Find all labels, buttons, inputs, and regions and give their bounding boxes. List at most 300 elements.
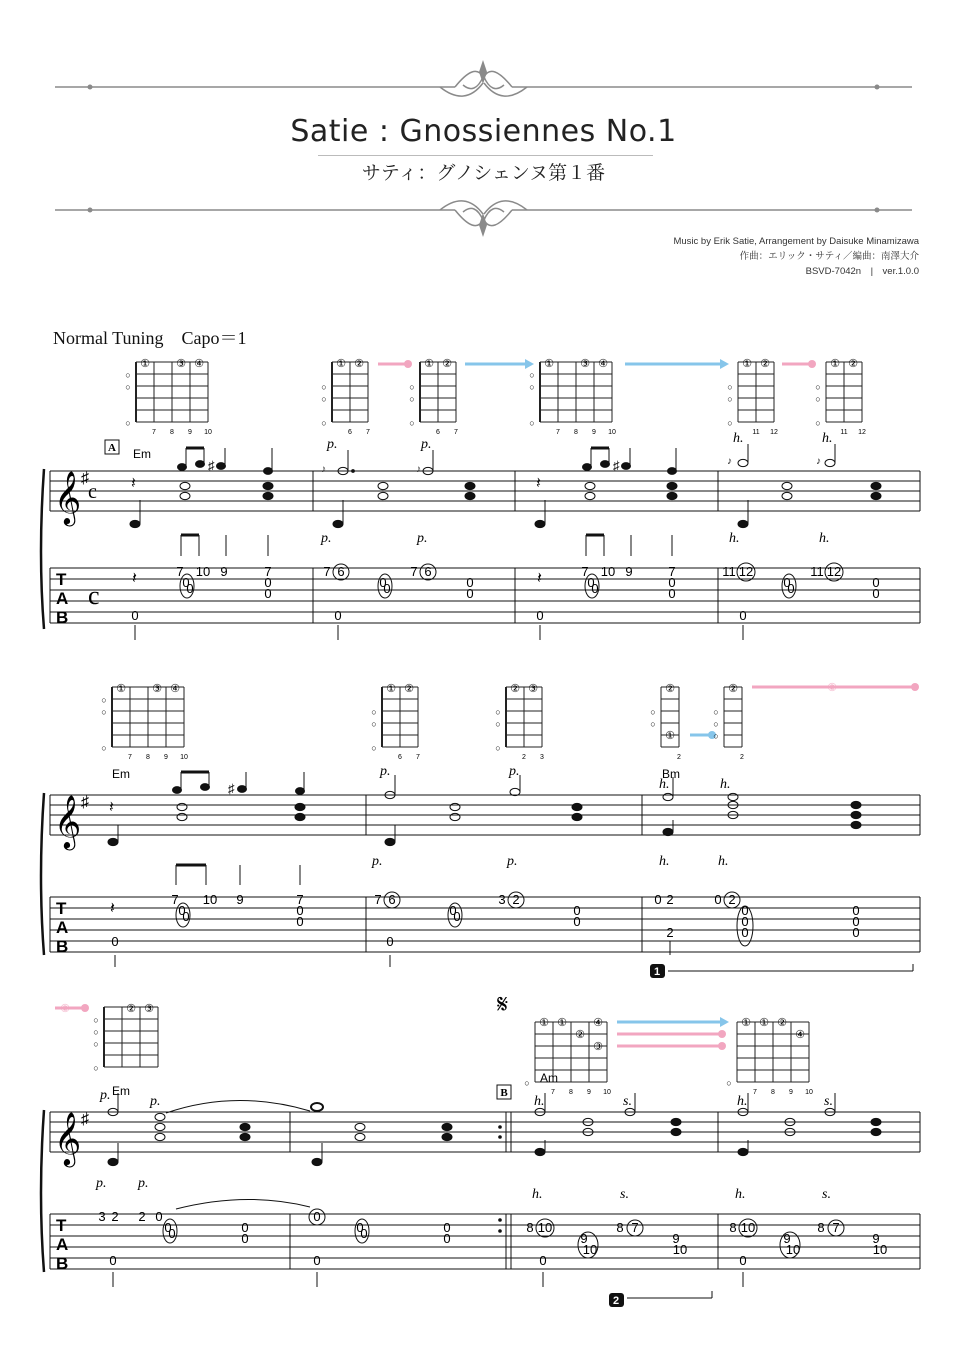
system-3	[0, 995, 967, 1325]
svg-text:①: ①	[742, 358, 752, 370]
svg-text:④: ④	[170, 683, 180, 695]
svg-text:0: 0	[241, 1220, 249, 1235]
svg-text:3: 3	[98, 1209, 106, 1224]
chord-diagram	[529, 358, 616, 436]
notes-measure-4	[727, 444, 881, 528]
svg-text:③: ③	[152, 683, 162, 695]
svg-text:7: 7	[176, 564, 184, 579]
svg-text:0: 0	[741, 903, 749, 918]
svg-text:𝄽: 𝄽	[110, 900, 115, 917]
svg-text:0: 0	[739, 608, 747, 623]
svg-text:2: 2	[740, 754, 744, 761]
svg-text:1: 1	[653, 966, 661, 978]
svg-text:②: ②	[575, 1029, 585, 1041]
svg-text:②: ②	[510, 683, 520, 695]
svg-text:②: ②	[60, 1003, 70, 1015]
treble-clef: 𝄞	[54, 472, 82, 523]
rehearsal-letter: A	[108, 442, 116, 454]
segno-sign: 𝄋	[497, 995, 509, 1019]
svg-text:②: ②	[728, 683, 738, 695]
svg-text:B: B	[56, 608, 69, 627]
svg-text:2: 2	[612, 1295, 620, 1307]
svg-text:○: ○	[524, 1078, 530, 1088]
svg-text:♪: ♪	[727, 456, 732, 467]
svg-text:s.: s.	[623, 1094, 632, 1109]
svg-text:9: 9	[188, 429, 192, 436]
svg-text:7: 7	[753, 1089, 757, 1096]
svg-text:𝄽: 𝄽	[537, 570, 542, 587]
svg-text:○: ○	[713, 719, 719, 729]
svg-text:s.: s.	[822, 1187, 831, 1202]
slide-arrows	[617, 1017, 729, 1050]
svg-text:③: ③	[528, 683, 538, 695]
svg-text:○: ○	[815, 394, 821, 404]
svg-text:9: 9	[220, 564, 228, 579]
svg-text:7: 7	[410, 564, 418, 579]
svg-text:9: 9	[592, 429, 596, 436]
svg-text:○: ○	[815, 382, 821, 392]
svg-text:○: ○	[650, 719, 656, 729]
chord-symbol: Em	[133, 447, 151, 461]
svg-text:B: B	[500, 1087, 508, 1099]
svg-text:B: B	[56, 937, 69, 956]
catalog-number: BSVD-7042n | ver.1.0.0	[805, 266, 919, 277]
chord-diagram	[409, 358, 458, 436]
svg-text:0: 0	[443, 1220, 451, 1235]
svg-text:○: ○	[125, 370, 131, 380]
svg-text:○: ○	[529, 382, 535, 392]
svg-text:0: 0	[654, 892, 662, 907]
svg-text:p.: p.	[509, 764, 520, 779]
svg-text:10: 10	[582, 1242, 598, 1257]
svg-text:0: 0	[443, 1231, 451, 1246]
svg-text:③: ③	[176, 358, 186, 370]
svg-text:11: 11	[722, 564, 736, 579]
svg-text:○: ○	[495, 707, 501, 717]
chord-diagram	[727, 358, 778, 436]
svg-text:④: ④	[593, 1017, 603, 1029]
svg-text:0: 0	[264, 575, 272, 590]
svg-text:①: ①	[424, 358, 434, 370]
svg-text:9: 9	[236, 892, 244, 907]
svg-text:0: 0	[466, 575, 474, 590]
svg-text:0: 0	[783, 575, 791, 590]
svg-text:○: ○	[93, 1015, 99, 1025]
svg-text:○: ○	[371, 707, 377, 717]
svg-text:♪: ♪	[416, 464, 421, 475]
standard-staff	[50, 471, 920, 511]
svg-text:0: 0	[587, 575, 595, 590]
svg-text:○: ○	[101, 707, 107, 717]
svg-text:p.: p.	[100, 1088, 111, 1103]
svg-text:0: 0	[356, 1220, 364, 1235]
svg-text:②: ②	[404, 683, 414, 695]
svg-text:7: 7	[556, 429, 560, 436]
chord-symbol: Bm	[662, 767, 680, 781]
svg-text:3: 3	[540, 754, 544, 761]
svg-text:h.: h.	[720, 777, 731, 792]
svg-text:♪: ♪	[321, 464, 326, 475]
svg-text:○: ○	[371, 719, 377, 729]
svg-text:10: 10	[204, 429, 212, 436]
svg-text:T: T	[56, 570, 67, 589]
svg-text:0: 0	[264, 586, 272, 601]
svg-text:𝄽: 𝄽	[536, 475, 541, 492]
svg-text:0: 0	[182, 575, 190, 590]
svg-text:0: 0	[313, 1209, 321, 1224]
svg-text:h.: h.	[532, 1187, 543, 1202]
svg-text:10: 10	[202, 892, 218, 907]
svg-text:6: 6	[337, 564, 345, 579]
svg-text:0: 0	[182, 909, 190, 924]
svg-text:7: 7	[366, 429, 370, 436]
svg-text:0: 0	[296, 903, 304, 918]
svg-text:♯: ♯	[81, 794, 89, 811]
notes-measure-2	[321, 450, 475, 528]
svg-text:0: 0	[386, 934, 394, 949]
treble-clef: 𝄞	[54, 1113, 82, 1164]
svg-text:○: ○	[93, 1039, 99, 1049]
svg-text:0: 0	[131, 608, 139, 623]
svg-text:9: 9	[783, 1231, 791, 1246]
svg-text:○: ○	[727, 418, 733, 428]
svg-text:7: 7	[416, 754, 420, 761]
svg-text:0: 0	[313, 1253, 321, 1268]
svg-text:A: A	[56, 1235, 69, 1254]
svg-text:𝄽: 𝄽	[109, 799, 114, 816]
svg-text:10: 10	[603, 1089, 611, 1096]
svg-text:○: ○	[495, 743, 501, 753]
tuning-info: Normal Tuning Capo＝1	[53, 328, 247, 348]
svg-text:○: ○	[529, 418, 535, 428]
svg-text:h.: h.	[733, 431, 744, 446]
chord-diagram	[713, 683, 744, 761]
svg-text:p.: p.	[421, 437, 432, 452]
svg-text:p.: p.	[321, 531, 332, 546]
svg-text:④: ④	[795, 1029, 805, 1041]
svg-text:○: ○	[409, 382, 415, 392]
svg-text:6: 6	[348, 429, 352, 436]
svg-text:p.: p.	[327, 437, 338, 452]
svg-text:A: A	[56, 589, 69, 608]
svg-text:7: 7	[631, 1220, 639, 1235]
svg-text:③: ③	[144, 1003, 154, 1015]
svg-text:④: ④	[598, 358, 608, 370]
svg-text:①: ①	[557, 1017, 567, 1029]
svg-text:h.: h.	[735, 1187, 746, 1202]
svg-text:①: ①	[336, 358, 346, 370]
svg-text:○: ○	[713, 731, 719, 741]
tab-numbers-m4	[722, 564, 879, 623]
page-subtitle: サティ：グノシェンヌ第１番	[361, 162, 606, 184]
svg-text:①: ①	[140, 358, 150, 370]
svg-text:0: 0	[111, 934, 119, 949]
chord-symbol: Em	[112, 1084, 130, 1098]
svg-text:p.: p.	[380, 764, 391, 779]
svg-text:7: 7	[668, 564, 676, 579]
svg-text:h.: h.	[718, 854, 729, 869]
credit-jp: 作曲：エリック・サティ／編曲：南澤大介	[739, 251, 919, 262]
system-1	[0, 350, 967, 640]
notes-measure-3	[535, 448, 677, 528]
svg-text:10: 10	[195, 564, 211, 579]
svg-text:8: 8	[170, 429, 174, 436]
svg-text:0: 0	[852, 903, 860, 918]
svg-text:11: 11	[810, 564, 824, 579]
svg-text:①: ①	[830, 358, 840, 370]
svg-text:①: ①	[544, 358, 554, 370]
svg-text:p.: p.	[507, 854, 518, 869]
svg-text:7: 7	[323, 564, 331, 579]
svg-text:7: 7	[128, 754, 132, 761]
tab-staff	[41, 469, 920, 629]
svg-text:12: 12	[858, 429, 866, 436]
svg-text:8: 8	[817, 1220, 825, 1235]
svg-text:2: 2	[138, 1209, 146, 1224]
svg-text:0: 0	[741, 925, 749, 940]
title-divider	[318, 155, 653, 156]
svg-text:9: 9	[672, 1231, 680, 1246]
svg-text:②: ②	[827, 682, 837, 694]
svg-text:♯: ♯	[613, 458, 620, 473]
svg-text:④: ④	[194, 358, 204, 370]
svg-text:10: 10	[672, 1242, 688, 1257]
svg-text:0: 0	[872, 575, 880, 590]
blue-slide-arrow	[625, 359, 729, 369]
svg-text:6: 6	[398, 754, 402, 761]
chord-diagram	[726, 1017, 813, 1096]
svg-text:h.: h.	[534, 1094, 545, 1109]
svg-text:3: 3	[498, 892, 506, 907]
svg-text:7: 7	[264, 564, 272, 579]
chord-symbol: Em	[112, 767, 130, 781]
svg-text:①: ①	[759, 1017, 769, 1029]
pink-slide-arrow	[378, 360, 412, 368]
chord-symbol: Am	[540, 1071, 558, 1085]
svg-text:11: 11	[752, 429, 760, 436]
svg-text:○: ○	[101, 743, 107, 753]
svg-text:c: c	[88, 581, 100, 610]
svg-text:11: 11	[840, 429, 848, 436]
svg-text:B: B	[56, 1254, 69, 1273]
svg-text:0: 0	[164, 1220, 172, 1235]
svg-text:○: ○	[371, 743, 377, 753]
svg-text:h.: h.	[659, 777, 670, 792]
svg-text:12: 12	[770, 429, 778, 436]
svg-text:0: 0	[466, 586, 474, 601]
svg-text:2: 2	[728, 892, 736, 907]
svg-text:h.: h.	[737, 1094, 748, 1109]
svg-text:6: 6	[436, 429, 440, 436]
svg-text:0: 0	[334, 608, 342, 623]
svg-text:T: T	[56, 1216, 67, 1235]
svg-text:○: ○	[727, 394, 733, 404]
page-title: Satie : Gnossiennes No.1	[290, 114, 677, 149]
svg-text:○: ○	[125, 418, 131, 428]
svg-text:10: 10	[608, 429, 616, 436]
svg-text:①: ①	[665, 730, 675, 742]
svg-text:②: ②	[126, 1003, 136, 1015]
svg-text:♯: ♯	[81, 1111, 89, 1128]
chord-diagram	[495, 683, 544, 761]
svg-text:0: 0	[383, 581, 391, 596]
svg-text:T: T	[56, 899, 67, 918]
svg-text:0: 0	[668, 586, 676, 601]
svg-text:p.: p.	[150, 1094, 161, 1109]
first-ending-bracket	[650, 964, 913, 978]
time-signature: c	[88, 481, 97, 503]
svg-text:0: 0	[872, 586, 880, 601]
svg-text:0: 0	[539, 1253, 547, 1268]
svg-text:0: 0	[741, 914, 749, 929]
svg-text:①: ①	[741, 1017, 751, 1029]
svg-text:0: 0	[168, 1226, 176, 1241]
svg-text:7: 7	[296, 892, 304, 907]
chord-diagram	[371, 683, 420, 761]
svg-text:①: ①	[539, 1017, 549, 1029]
svg-text:h.: h.	[819, 531, 830, 546]
svg-text:9: 9	[872, 1231, 880, 1246]
svg-text:♯: ♯	[228, 781, 235, 796]
svg-text:0: 0	[852, 925, 860, 940]
svg-text:10: 10	[537, 1220, 553, 1235]
svg-text:○: ○	[650, 707, 656, 717]
svg-text:②: ②	[354, 358, 364, 370]
svg-text:s.: s.	[620, 1187, 629, 1202]
svg-text:③: ③	[580, 358, 590, 370]
svg-text:0: 0	[155, 1209, 163, 1224]
svg-text:p.: p.	[138, 1176, 149, 1191]
svg-text:0: 0	[591, 581, 599, 596]
svg-text:7: 7	[152, 429, 156, 436]
svg-text:9: 9	[625, 564, 633, 579]
pink-slide-arrow	[690, 731, 719, 741]
svg-text:8: 8	[569, 1089, 573, 1096]
svg-text:○: ○	[321, 382, 327, 392]
svg-text:0: 0	[536, 608, 544, 623]
svg-text:○: ○	[409, 418, 415, 428]
svg-text:♯: ♯	[208, 458, 215, 473]
pink-slide-arrow	[782, 360, 816, 368]
svg-text:10: 10	[600, 564, 616, 579]
svg-text:○: ○	[321, 394, 327, 404]
tab-numbers-m1	[131, 564, 271, 623]
svg-text:8: 8	[146, 754, 150, 761]
tab-numbers-m3	[536, 564, 675, 623]
svg-text:2: 2	[677, 754, 681, 761]
svg-text:○: ○	[726, 1078, 732, 1088]
svg-text:○: ○	[529, 370, 535, 380]
svg-text:7: 7	[374, 892, 382, 907]
notes-measure-1	[130, 448, 273, 528]
svg-text:②: ②	[760, 358, 770, 370]
svg-text:0: 0	[178, 903, 186, 918]
chord-diagram	[650, 683, 681, 761]
svg-text:2: 2	[666, 925, 674, 940]
svg-text:0: 0	[296, 914, 304, 929]
svg-text:10: 10	[180, 754, 188, 761]
svg-text:8: 8	[729, 1220, 737, 1235]
system-2	[0, 675, 967, 985]
pink-slide-arrow	[55, 1003, 89, 1015]
svg-text:○: ○	[101, 695, 107, 705]
svg-text:○: ○	[727, 382, 733, 392]
svg-text:7: 7	[581, 564, 589, 579]
svg-text:𝄽: 𝄽	[132, 570, 137, 587]
svg-text:h.: h.	[729, 531, 740, 546]
tab-staff	[41, 793, 920, 955]
svg-text:0: 0	[573, 903, 581, 918]
svg-text:6: 6	[424, 564, 432, 579]
chord-diagram	[101, 683, 188, 761]
svg-text:0: 0	[186, 581, 194, 596]
svg-text:9: 9	[164, 754, 168, 761]
svg-text:♪: ♪	[816, 456, 821, 467]
svg-text:s.: s.	[824, 1094, 833, 1109]
svg-text:8: 8	[616, 1220, 624, 1235]
svg-text:③: ③	[593, 1041, 603, 1053]
svg-text:9: 9	[580, 1231, 588, 1246]
tab-numbers-m2	[323, 564, 473, 623]
svg-text:0: 0	[360, 1226, 368, 1241]
svg-text:7: 7	[832, 1220, 840, 1235]
credits	[673, 234, 919, 279]
pink-slide-arrow	[752, 682, 919, 694]
treble-clef: 𝄞	[54, 796, 82, 847]
svg-text:○: ○	[495, 719, 501, 729]
svg-text:2: 2	[522, 754, 526, 761]
svg-text:0: 0	[668, 575, 676, 590]
svg-text:7: 7	[171, 892, 179, 907]
key-signature-sharp: ♯	[81, 470, 89, 487]
svg-text:2: 2	[666, 892, 674, 907]
chord-diagram	[815, 358, 866, 436]
svg-text:0: 0	[109, 1253, 117, 1268]
svg-text:𝄽: 𝄽	[131, 475, 136, 492]
credit-en: Music by Erik Satie, Arrangement by Daisuke Minamizawa	[673, 236, 919, 247]
svg-text:0: 0	[241, 1231, 249, 1246]
svg-text:②: ②	[665, 683, 675, 695]
svg-text:10: 10	[805, 1089, 813, 1096]
svg-text:10: 10	[872, 1242, 888, 1257]
svg-text:8: 8	[771, 1089, 775, 1096]
svg-text:○: ○	[321, 418, 327, 428]
svg-text:p.: p.	[372, 854, 383, 869]
svg-text:0: 0	[787, 581, 795, 596]
svg-text:A: A	[56, 918, 69, 937]
svg-text:○: ○	[93, 1063, 99, 1073]
svg-text:①: ①	[116, 683, 126, 695]
svg-text:2: 2	[111, 1209, 119, 1224]
svg-text:○: ○	[125, 382, 131, 392]
svg-text:6: 6	[388, 892, 396, 907]
chord-diagram	[93, 1003, 158, 1073]
standard-staff	[50, 795, 920, 835]
svg-text:0: 0	[449, 903, 457, 918]
chord-diagram	[321, 358, 370, 436]
svg-text:2: 2	[512, 892, 520, 907]
svg-text:7: 7	[454, 429, 458, 436]
svg-text:10: 10	[740, 1220, 756, 1235]
svg-text:h.: h.	[822, 431, 833, 446]
svg-text:p.: p.	[96, 1176, 107, 1191]
svg-text:①: ①	[386, 683, 396, 695]
svg-text:0: 0	[739, 1253, 747, 1268]
svg-text:②: ②	[848, 358, 858, 370]
svg-text:0: 0	[453, 909, 461, 924]
chord-diagram	[125, 358, 212, 436]
repeat-dots	[498, 1125, 502, 1233]
